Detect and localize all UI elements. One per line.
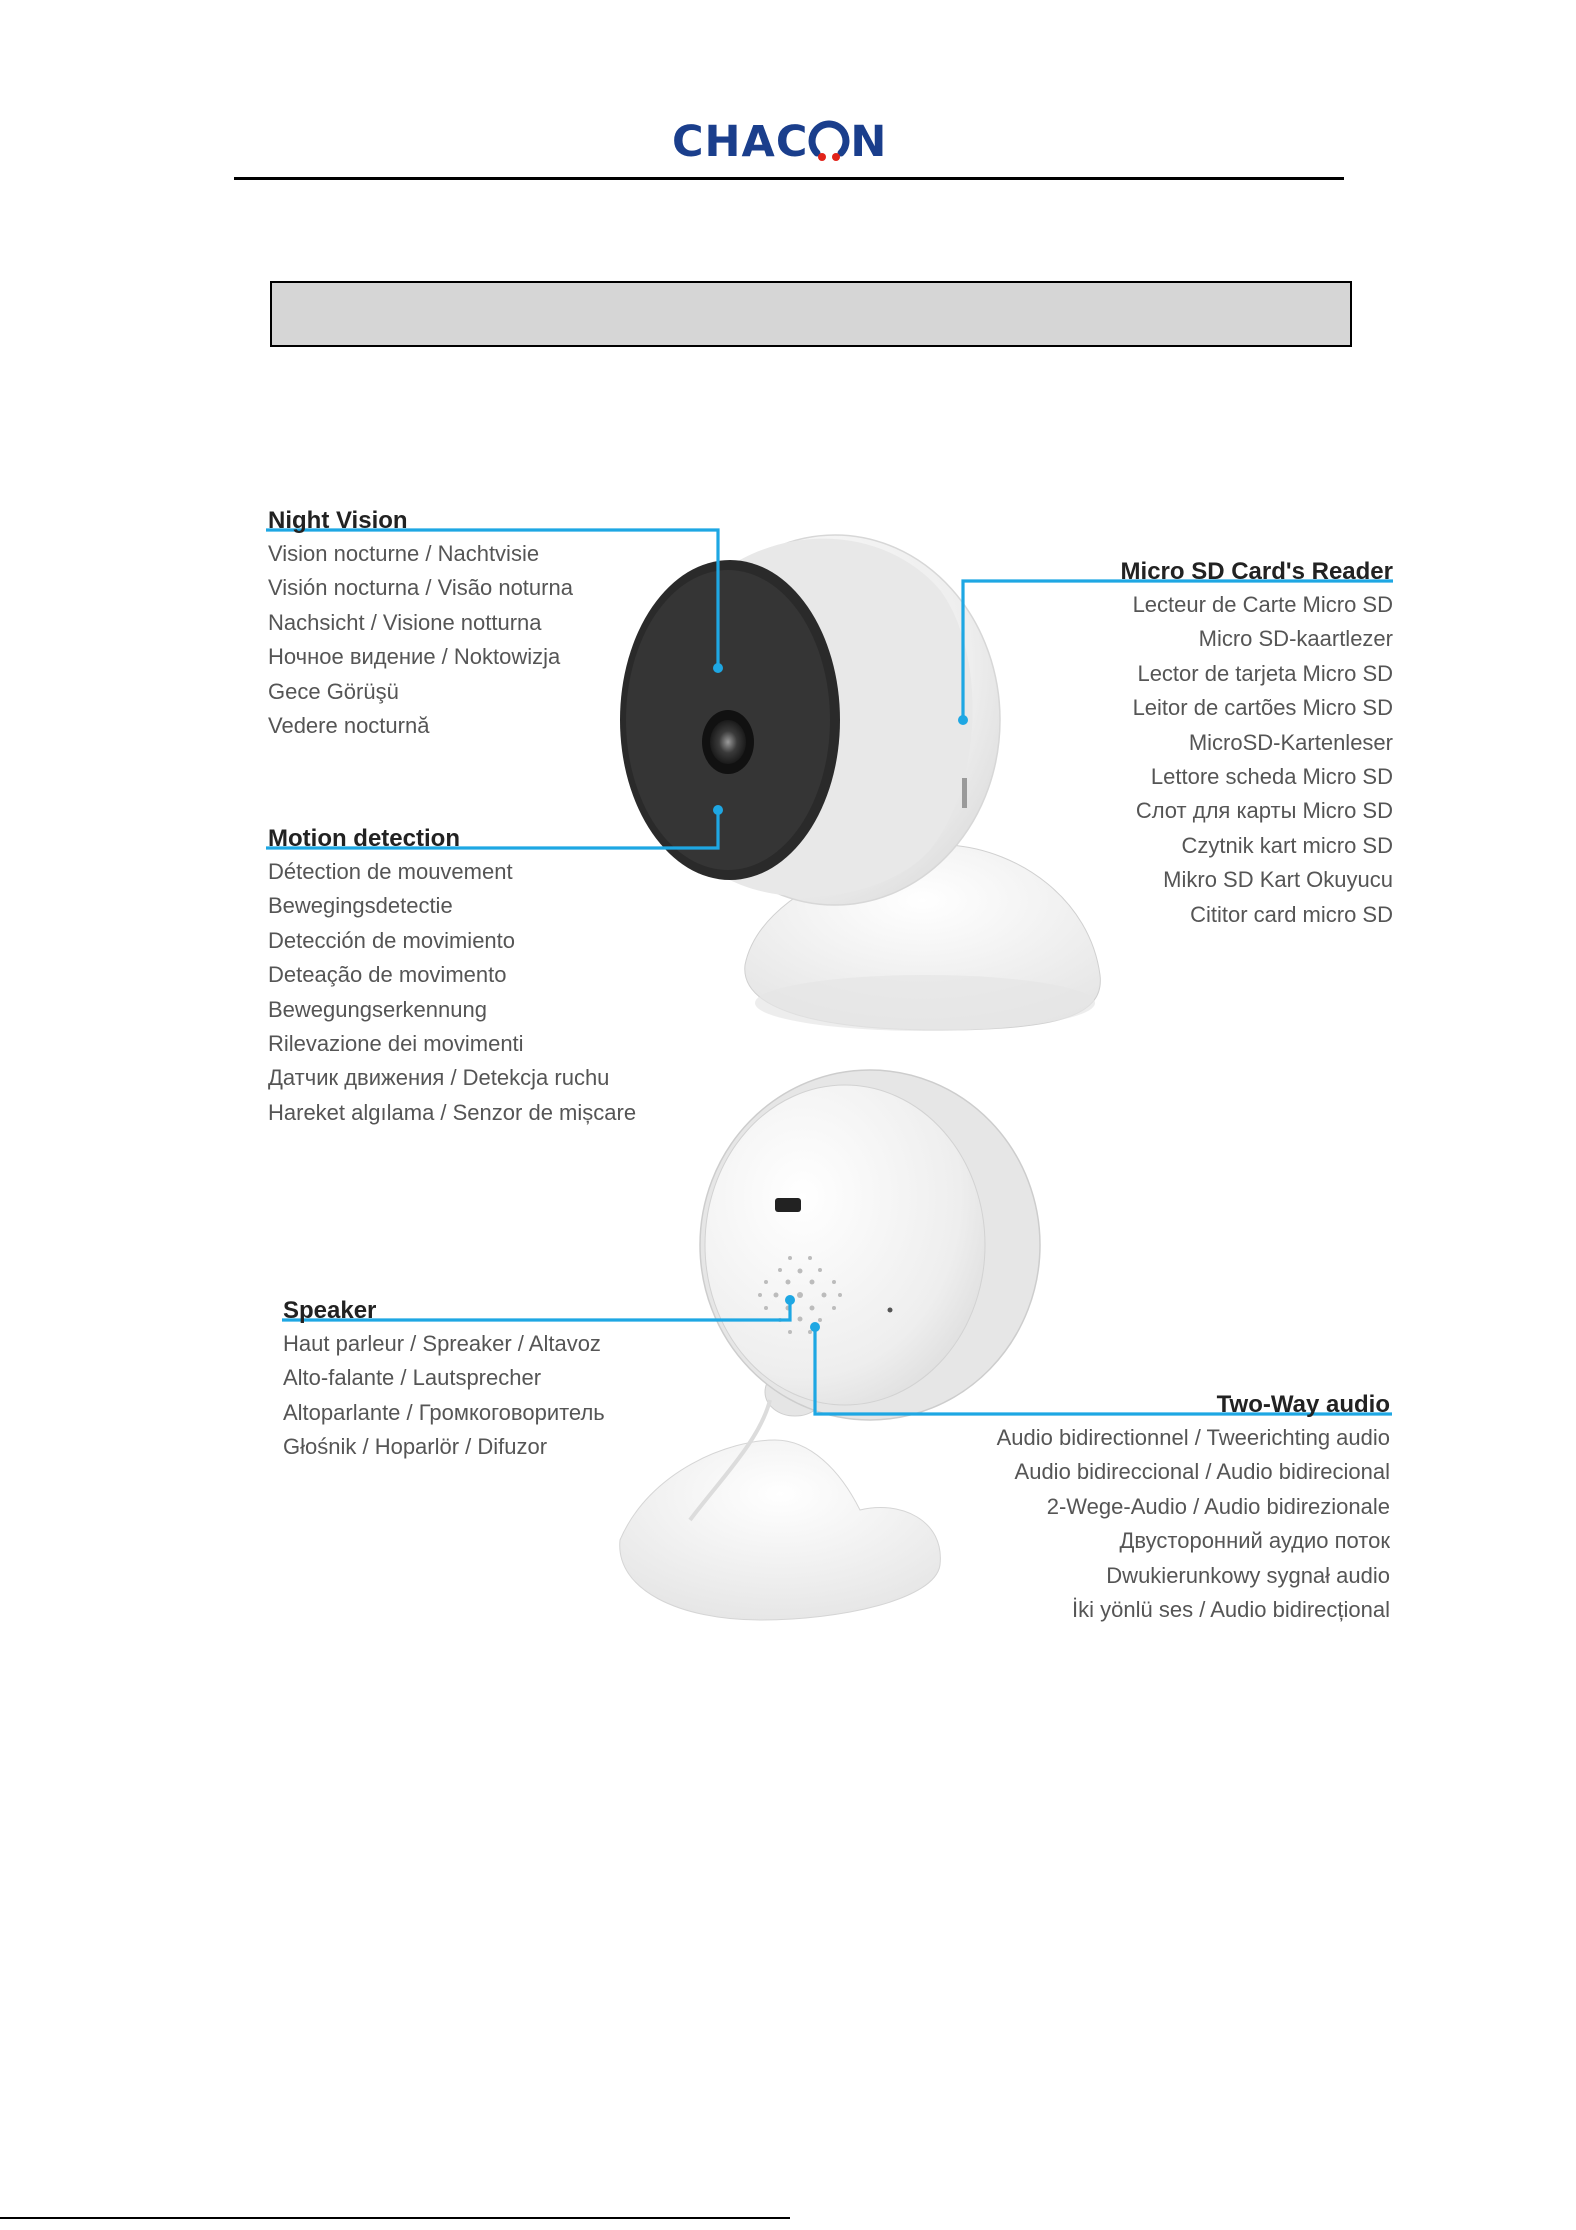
motion-detection-line: Hareket algılama / Senzor de mișcare [268,1099,637,1125]
two-way-audio-line: Audio bidireccional / Audio bidirecional [1014,1459,1390,1485]
logo-text-left: CHAC [672,117,809,167]
speaker-callout [283,1295,605,1465]
two-way-audio-line: Двусторонний аудио поток [1119,1528,1390,1554]
night-vision-line: Vedere nocturnă [268,713,430,739]
motion-detection-heading: Motion detection [268,825,460,852]
night-vision-callout [268,505,573,743]
two-way-audio-line: Audio bidirectionnel / Tweerichting audio [996,1425,1390,1450]
motion-detection-line: Датчик движения / Detekcja ruchu [268,1065,610,1091]
micro-sd-line: MicroSD-Kartenleser [1188,729,1393,755]
night-vision-line: Vision nocturne / Nachtvisie [268,541,540,566]
front-camera [620,535,1100,1031]
speaker-line: Głośnik / Hoparlör / Difuzor [283,1434,548,1460]
speaker-line: Alto-falante / Lautsprecher [283,1365,542,1391]
micro-sd-line: Lector de tarjeta Micro SD [1137,660,1393,686]
micro-sd-line: Leitor de cartões Micro SD [1132,695,1393,721]
motion-detection-line: Detección de movimiento [268,927,516,953]
night-vision-line: Nachsicht / Visione notturna [268,609,542,635]
motion-detection-line: Détection de mouvement [268,859,513,884]
two-way-audio-line: 2-Wege-Audio / Audio bidirezionale [1046,1493,1390,1519]
two-way-audio-heading: Two-Way audio [1216,1391,1390,1418]
micro-sd-callout [1060,556,1393,932]
speaker-heading: Speaker [283,1297,377,1324]
two-way-audio-callout [900,1389,1390,1627]
micro-sd-line: Micro SD-kaartlezer [1198,626,1393,652]
motion-detection-line: Rilevazione dei movimenti [268,1031,524,1057]
speaker-line: Altoparlante / Громкоговоритель [283,1399,605,1425]
micro-sd-line: Cititor card micro SD [1190,901,1393,927]
micro-sd-line: Lecteur de Carte Micro SD [1132,592,1393,617]
two-way-audio-line: Dwukierunkowy sygnał audio [1106,1562,1390,1588]
motion-detection-line: Bewegingsdetectie [268,893,453,919]
night-vision-line: Gece Görüşü [268,678,399,704]
footer-divider [0,2217,790,2219]
micro-sd-line: Слот для карты Micro SD [1135,798,1393,824]
micro-sd-heading: Micro SD Card's Reader [1120,558,1393,585]
micro-sd-line: Czytnik kart micro SD [1181,832,1393,858]
night-vision-line: Visión nocturna / Visão noturna [268,575,573,601]
micro-sd-line: Lettore scheda Micro SD [1150,764,1393,790]
micro-sd-line: Mikro SD Kart Okuyucu [1163,867,1393,893]
night-vision-heading: Night Vision [268,507,408,534]
two-way-audio-line: İki yönlü ses / Audio bidirecțional [1072,1597,1390,1623]
motion-detection-callout [268,823,636,1130]
speaker-line: Haut parleur / Spreaker / Altavoz [283,1331,601,1356]
motion-detection-line: Bewegungserkennung [268,996,487,1022]
logo-text-right: N [850,117,888,167]
motion-detection-line: Deteação de movimento [268,962,507,988]
night-vision-line: Ночное видение / Noktowizja [268,644,561,670]
